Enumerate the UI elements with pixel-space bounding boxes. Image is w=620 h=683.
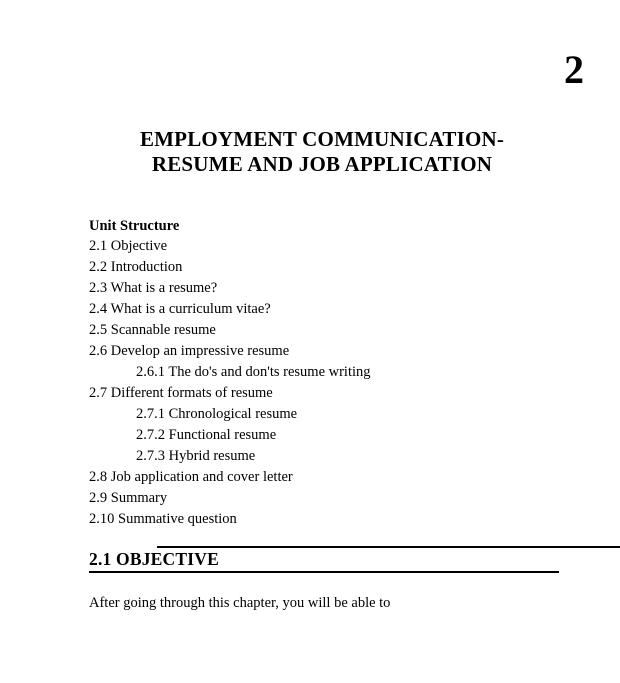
toc-item-2-4: 2.4 What is a curriculum vitae? [89, 301, 271, 317]
chapter-title-line-2: RESUME AND JOB APPLICATION [151, 152, 493, 176]
toc-item-2-6: 2.6 Develop an impressive resume [89, 343, 290, 359]
toc-item-2-3: 2.3 What is a resume? [89, 280, 218, 296]
toc-item-2-10: 2.10 Summative question [89, 511, 237, 527]
section-heading: 2.1 OBJECTIVE [89, 549, 219, 569]
chapter-title [0, 127, 620, 177]
section-rule-top [157, 546, 620, 548]
toc-item-2-9: 2.9 Summary [89, 490, 168, 506]
unit-structure-heading: Unit Structure [89, 218, 180, 234]
toc-item-2-7-3: 2.7.3 Hybrid resume [136, 448, 256, 464]
toc-item-2-2: 2.2 Introduction [89, 259, 183, 275]
toc-item-2-7-1: 2.7.1 Chronological resume [136, 406, 298, 422]
toc-item-2-7-2: 2.7.2 Functional resume [136, 427, 277, 443]
unit-structure [89, 216, 371, 530]
chapter-title-line-1: EMPLOYMENT COMMUNICATION- [139, 127, 505, 151]
section-rule-bottom [89, 571, 559, 573]
toc-item-2-5: 2.5 Scannable resume [89, 322, 216, 338]
chapter-number: 2 [564, 47, 584, 92]
toc-item-2-7: 2.7 Different formats of resume [89, 385, 273, 401]
toc-item-2-1: 2.1 Objective [89, 238, 168, 254]
section-body-text: After going through this chapter, you will be able to [89, 595, 391, 611]
toc-item-2-6-1: 2.6.1 The do's and don'ts resume writing [136, 364, 371, 380]
toc-item-2-8: 2.8 Job application and cover letter [89, 469, 293, 485]
